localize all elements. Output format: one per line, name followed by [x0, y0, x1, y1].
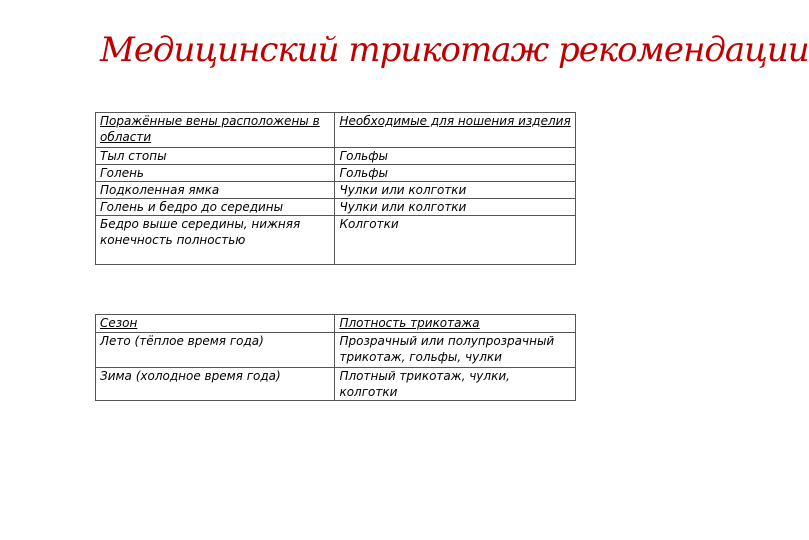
table-cell: Колготки — [335, 216, 576, 265]
table-cell: Тыл стопы — [96, 148, 335, 165]
table-cell: Лето (тёплое время года) — [96, 333, 335, 368]
table-cell: Гольфы — [335, 148, 576, 165]
table-row — [96, 165, 576, 182]
header-cell: Плотность трикотажа — [335, 315, 576, 333]
table-cell: Зима (холодное время года) — [96, 368, 335, 401]
header-cell: Поражённые вены расположены в области — [96, 113, 335, 148]
table-cell: Чулки или колготки — [335, 199, 576, 216]
table-row — [96, 333, 576, 368]
table-cell: Голень — [96, 165, 335, 182]
table-row — [96, 148, 576, 165]
table-cell: Голень и бедро до середины — [96, 199, 335, 216]
page-title: Медицинский трикотаж рекомендации — [100, 30, 809, 70]
table-cell: Гольфы — [335, 165, 576, 182]
table-cell: Прозрачный или полупрозрачный трикотаж, гольфы, чулки — [335, 333, 576, 368]
table-cell: Плотный трикотаж, чулки, колготки — [335, 368, 576, 401]
season-table — [95, 314, 576, 401]
table-row — [96, 216, 576, 265]
table-cell: Бедро выше середины, нижняя конечность полностью — [96, 216, 335, 265]
header-cell: Сезон — [96, 315, 335, 333]
veins-table — [95, 112, 576, 265]
header-cell: Необходимые для ношения изделия — [335, 113, 576, 148]
table-header-row — [96, 113, 576, 148]
table-row — [96, 199, 576, 216]
table-header-row — [96, 315, 576, 333]
table-row — [96, 368, 576, 401]
table-row — [96, 182, 576, 199]
table-cell: Подколенная ямка — [96, 182, 335, 199]
table-cell: Чулки или колготки — [335, 182, 576, 199]
